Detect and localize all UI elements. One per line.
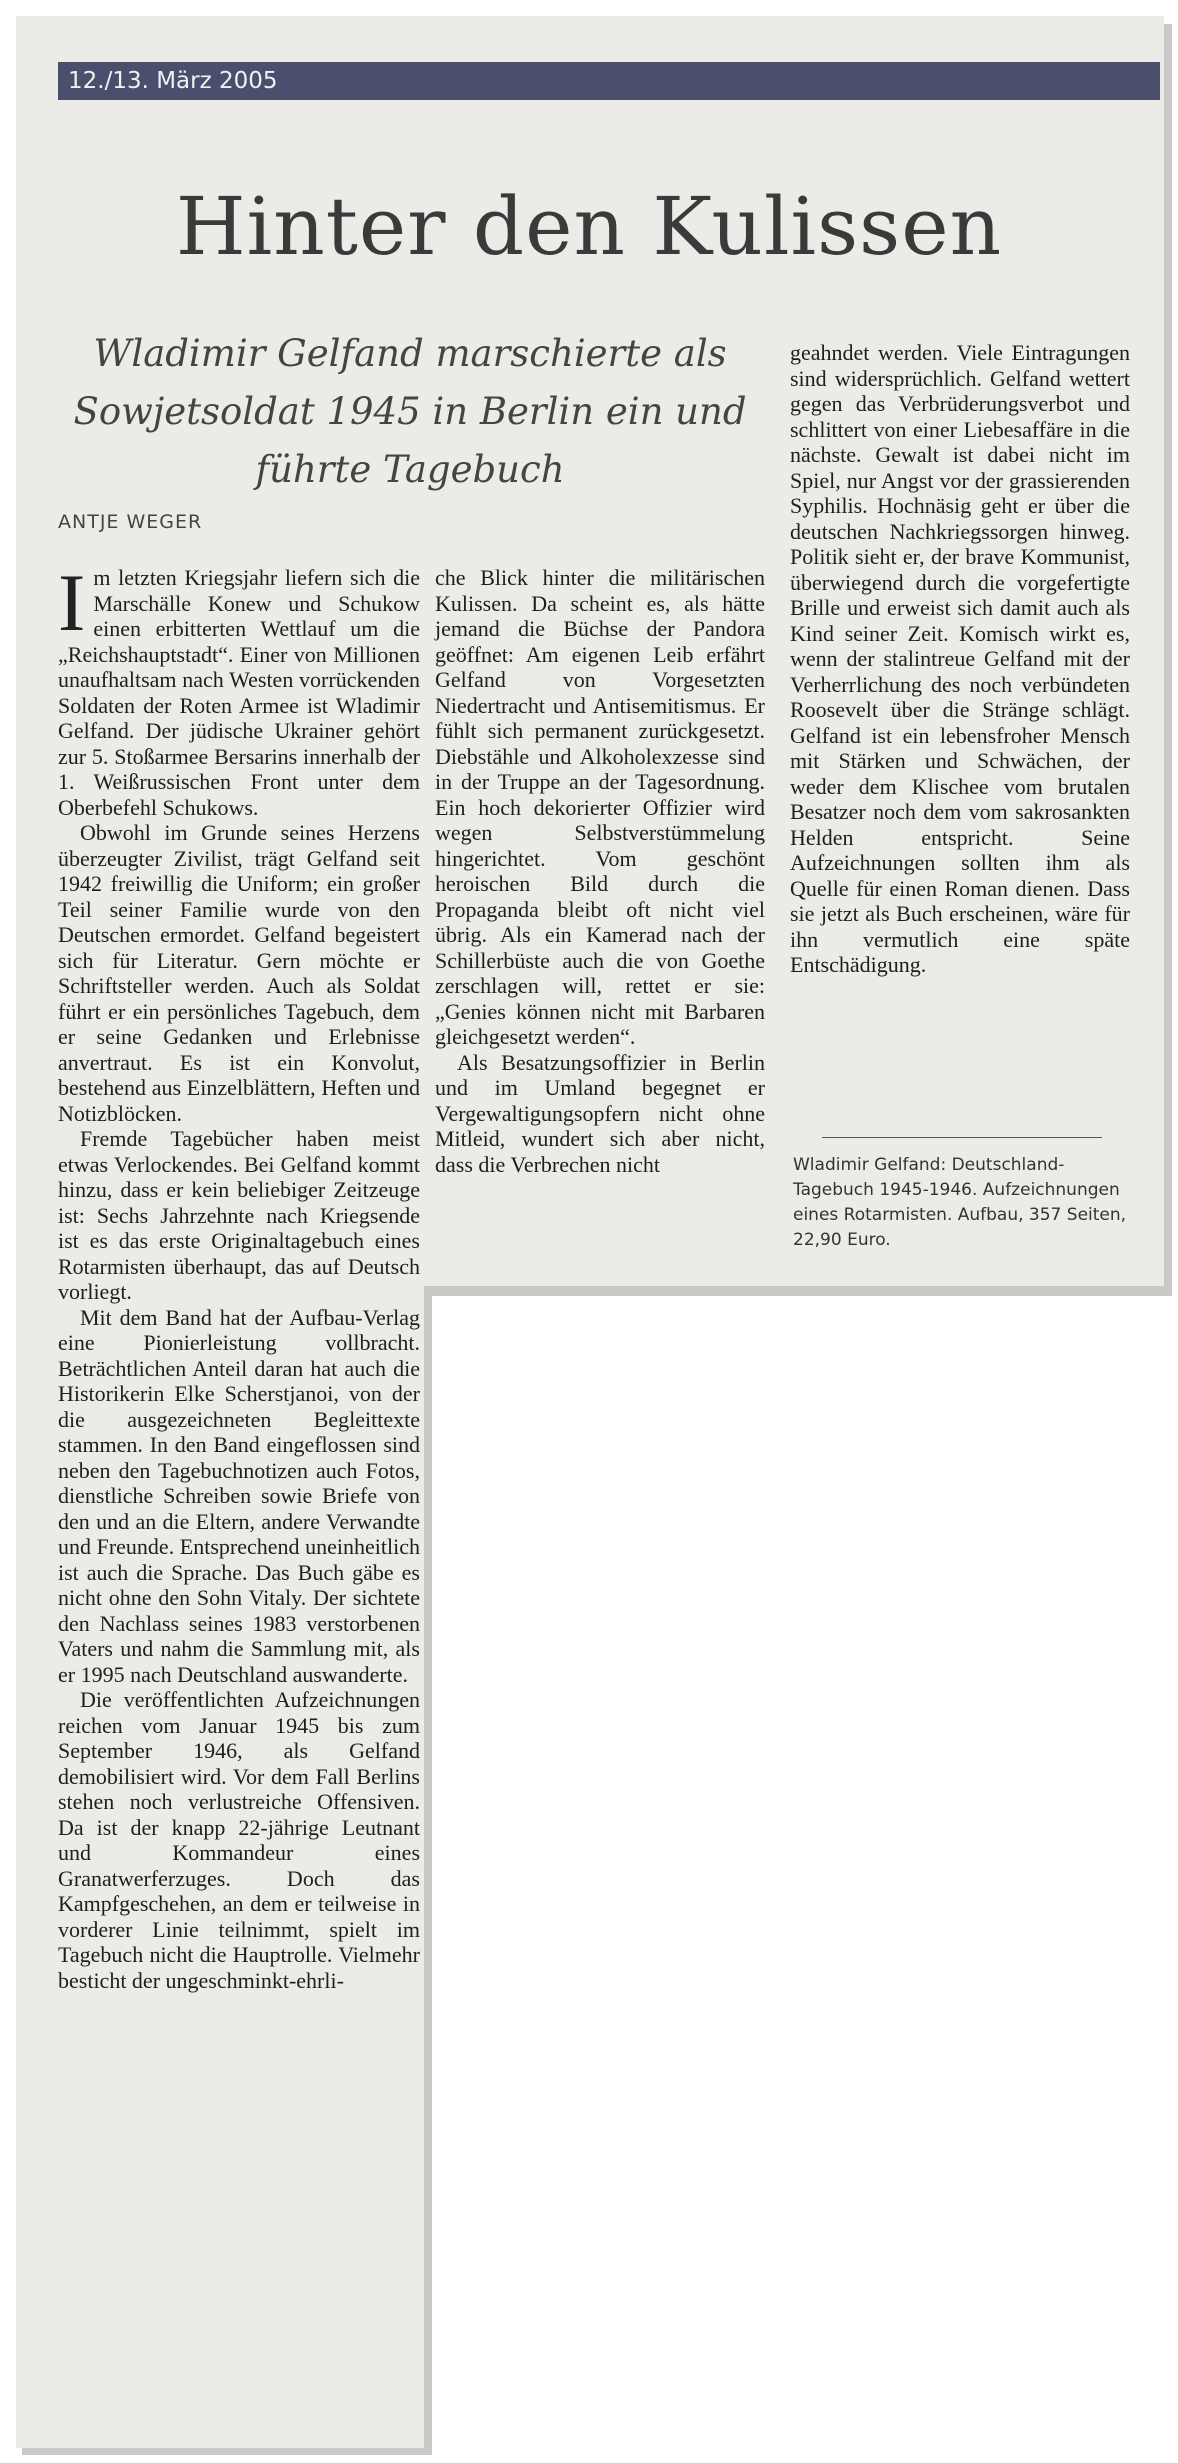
paragraph: che Blick hinter die militärischen Kulissen. Da scheint es, als hätte jemand die Büchse der Pandora geöffnet: Am eigenen Leib erfährt Gelfand von Vorgesetzten Niedertracht und Antisemitismus. Er fühlt sich permanent zurückgesetzt. Diebstähle und Alkoholexzesse sind in der Truppe an der Tagesordnung. Ein hoch dekorierter Offizier wird wegen Selbstverstümmelung hingerichtet. Vom geschönt heroischen Bild durch die Propaganda bleibt oft nicht viel übrig. Als ein Kamerad nach der Schillerbüste auch die von Goethe zerschlagen will, rettet er sie: „Genies können nicht mit Barbaren gleichgesetzt werden“.	[435, 565, 765, 1049]
paragraph: Mit dem Band hat der Aufbau-Verlag eine Pionierleistung vollbracht. Beträchtlichen Anteil daran hat auch die Historikerin Elke Scherstjanoi, von der die ausgezeichneten Begleittexte stammen. In den Band eingeflossen sind neben den Tagebuchnotizen auch Fotos, dienstliche Schreiben sowie Briefe von den und an die Eltern, andere Verwandte und Freunde. Entsprechend uneinheitlich ist auch die Sprache. Das Buch gäbe es nicht ohne den Sohn Vitaly. Der sichtete den Nachlass seines 1983 verstorbenen Vaters und nahm die Sammlung mit, als er 1995 nach Deutschland auswanderte.	[58, 1304, 420, 1687]
article-column-2	[435, 565, 765, 1177]
paragraph-text: m letzten Kriegsjahr liefern sich die Marschälle Konew und Schukow einen erbitterten Wettlauf um die „Reichshauptstadt“. Einer von Millionen unaufhaltsam nach Westen vorrückenden Soldaten der Roten Armee ist Wladimir Gelfand. Der jüdische Ukrainer gehört zur 5. Stoßarmee Bersarins innerhalb der 1. Weißrussischen Front unter dem Oberbefehl Schukows.	[58, 565, 420, 820]
divider	[822, 1137, 1102, 1138]
paragraph: Die veröffentlichten Aufzeichnungen reichen vom Januar 1945 bis zum September 1946, als Gelfand demobilisiert wird. Vor dem Fall Berlins stehen noch verlustreiche Offensiven. Da ist der knapp 22-jährige Leutnant und Kommandeur eines Granatwerferzuges. Doch das Kampfgeschehen, an dem er teilweise in vorderer Linie teilnimmt, spielt im Tagebuch nicht die Hauptrolle. Vielmehr besticht der ungeschminkt-ehrli-	[58, 1687, 420, 1993]
book-credit: Wladimir Gelfand: Deutschland-Tagebuch 1945-1946. Aufzeichnungen eines Rotarmisten. Aufbau, 357 Seiten, 22,90 Euro.	[793, 1155, 1127, 1250]
subheadline: Wladimir Gelfand marschierte als Sowjetsoldat 1945 in Berlin ein und führte Tagebuch	[73, 332, 747, 491]
author-byline: ANTJE WEGER	[58, 511, 203, 533]
paragraph	[58, 557, 420, 820]
article-column-1	[58, 557, 420, 1993]
drop-cap: I	[58, 557, 86, 648]
headline: Hinter den Kulissen	[175, 180, 1003, 273]
paragraph: geahndet werden. Viele Eintragungen sind widersprüchlich. Gelfand wettert gegen das Verbrüderungsverbot und schlittert von einer Liebesaffäre in die nächste. Gewalt ist dabei nicht im Spiel, nur Angst vor der grassierenden Syphilis. Hochnäsig geht er über die deutschen Nachkriegssorgen hinweg. Politik sieht er, der brave Kommunist, überwiegend durch die vorgefertigte Brille und erweist sich damit auch als Kind seiner Zeit. Komisch wirkt es, wenn der stalintreue Gelfand mit der Verherrlichung des noch verbündeten Roosevelt über die Stränge schlägt. Gelfand ist ein lebensfroher Mensch mit Stärken und Schwächen, der weder dem Klischee vom brutalen Besatzer noch dem vom sakrosankten Helden entspricht. Seine Aufzeichnungen sollten ihm als Quelle für einen Roman dienen. Dass sie jetzt als Buch erscheinen, wäre für ihn vermutlich eine späte Entschädigung.	[790, 340, 1130, 977]
paragraph: Als Besatzungsoffizier in Berlin und im Umland begegnet er Vergewaltigungsopfern nicht ohne Mitleid, wundert sich aber nicht, dass die Verbrechen nicht	[435, 1049, 765, 1177]
paragraph: Obwohl im Grunde seines Herzens überzeugter Zivilist, trägt Gelfand seit 1942 freiwillig die Uniform; ein großer Teil seiner Familie wurde von den Deutschen ermordet. Gelfand begeistert sich für Literatur. Gern möchte er Schriftsteller werden. Auch als Soldat führt er ein persönliches Tagebuch, dem er seine Gedanken und Erlebnisse anvertraut. Es ist ein Konvolut, bestehend aus Einzelblättern, Heften und Notizblöcken.	[58, 820, 420, 1126]
issue-date: 12./13. März 2005	[68, 68, 278, 94]
article-column-3	[790, 340, 1130, 978]
date-bar	[58, 62, 1160, 100]
paragraph: Fremde Tagebücher haben meist etwas Verlockendes. Bei Gelfand kommt hinzu, dass er kein beliebiger Zeitzeuge ist: Sechs Jahrzehnte nach Kriegsende ist es das erste Originaltagebuch eines Rotarmisten überhaupt, das auf Deutsch vorliegt.	[58, 1126, 420, 1304]
